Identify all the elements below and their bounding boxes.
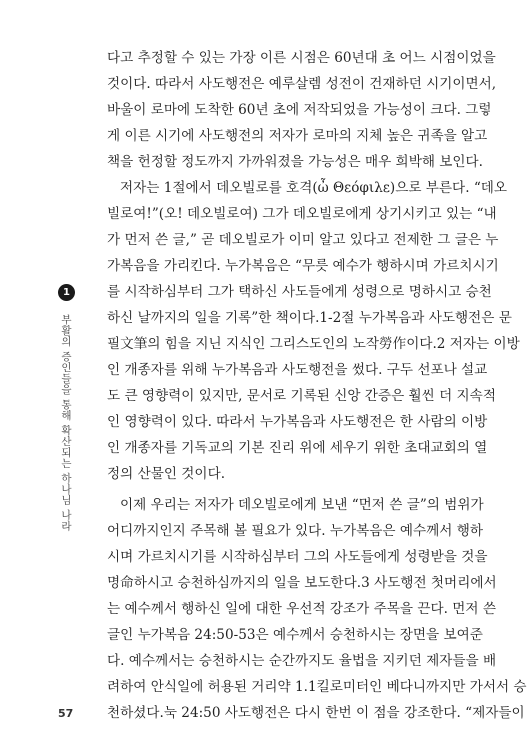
text-line: 게 이른 시기에 사도행전의 저자가 로마의 지체 높은 귀족을 알고 [107, 128, 488, 144]
text-line: 가 먼저 쓴 글,” 곧 데오빌로가 이미 알고 있다고 전제한 그 글은 누 [107, 232, 499, 248]
text-line: 인 개종자를 위해 누가복음과 사도행전을 썼다. 구두 선포나 설교 [107, 362, 488, 378]
text-line: 필文筆의 힘을 지닌 지식인 그리스도인의 노작勞作이다.2 저자는 이방 [107, 336, 520, 352]
text-line: 빌로여!”(오! 데오빌로여) 그가 데오빌로에게 상기시키고 있는 “내 [107, 206, 497, 222]
text-line: 명命하시고 승천하심까지의 일을 보도한다.3 사도행전 첫머리에서 [107, 575, 497, 591]
text-line: 이제 우리는 저자가 데오빌로에게 보낸 “먼저 쓴 글”의 범위가 [120, 497, 484, 513]
text-line: 저자는 1절에서 데오빌로를 호격(ὦ Θεόφιλε)으로 부른다. “데오 [120, 180, 508, 196]
text-line: 바울이 로마에 도착한 60년 초에 저작되었을 가능성이 크다. 그렇 [107, 102, 492, 118]
text-line: 정의 산물인 것이다. [107, 466, 226, 482]
text-line: 려하여 안식일에 허용된 거리약 1.1킬로미터인 베다니까지만 가서서 승 [107, 679, 527, 695]
body-text [107, 45, 527, 726]
text-line: 시며 가르치시기를 시작하심부터 그의 사도들에게 성령받을 것을 [107, 549, 488, 565]
text-line: 어디까지인지 주목해 볼 필요가 있다. 누가복음은 예수께서 행하 [107, 523, 483, 539]
text-line: 다고 추정할 수 있는 가장 이른 시점은 60년대 초 어느 시점이었을 [107, 50, 496, 66]
text-line: 것이다. 따라서 사도행전은 예루살렘 성전이 건재하던 시기이면서, [107, 76, 497, 92]
text-line: 는 예수께서 행하신 일에 대한 우선적 강조가 주목을 끈다. 먼저 쓴 [107, 601, 496, 617]
text-line: 인 영향력이 있다. 따라서 누가복음과 사도행전은 한 사람의 이방 [107, 414, 488, 430]
paragraph [107, 45, 497, 175]
text-line: 인 개종자를 기독교의 기본 진리 위에 세우기 위한 초대교회의 열 [107, 440, 488, 456]
text-line: 가복음을 가리킨다. 누가복음은 “무릇 예수가 행하시며 가르치시기 [107, 258, 499, 274]
paragraph [107, 492, 527, 726]
text-line: 글인 누가복음 24:50-53은 예수께서 승천하시는 장면을 보여준 [107, 627, 483, 643]
running-head: 부활의 증인들을 통해 확산되는 하나님 나라 [60, 314, 72, 532]
text-line: 도 큰 영향력이 있지만, 문서로 기록된 신앙 간증은 훨씬 더 지속적 [107, 388, 496, 404]
text-line: 를 시작하심부터 그가 택하신 사도들에게 성령으로 명하시고 승천 [107, 284, 492, 300]
paragraph [107, 175, 520, 487]
text-line: 천하셨다.눅 24:50 사도행전은 다시 한번 이 점을 강조한다. “제자들이 [107, 705, 525, 721]
text-line: 책을 헌정할 정도까지 가까워졌을 가능성은 매우 희박해 보인다. [107, 154, 483, 170]
text-line: 다. 예수께서는 승천하시는 순간까지도 율법을 지키던 제자들을 배 [107, 653, 497, 669]
text-line: 하신 날까지의 일을 기록”한 책이다.1-2절 누가복음과 사도행전은 문 [107, 310, 512, 326]
page-number: 57 [58, 707, 74, 720]
chapter-number-badge: 1 [58, 284, 75, 301]
